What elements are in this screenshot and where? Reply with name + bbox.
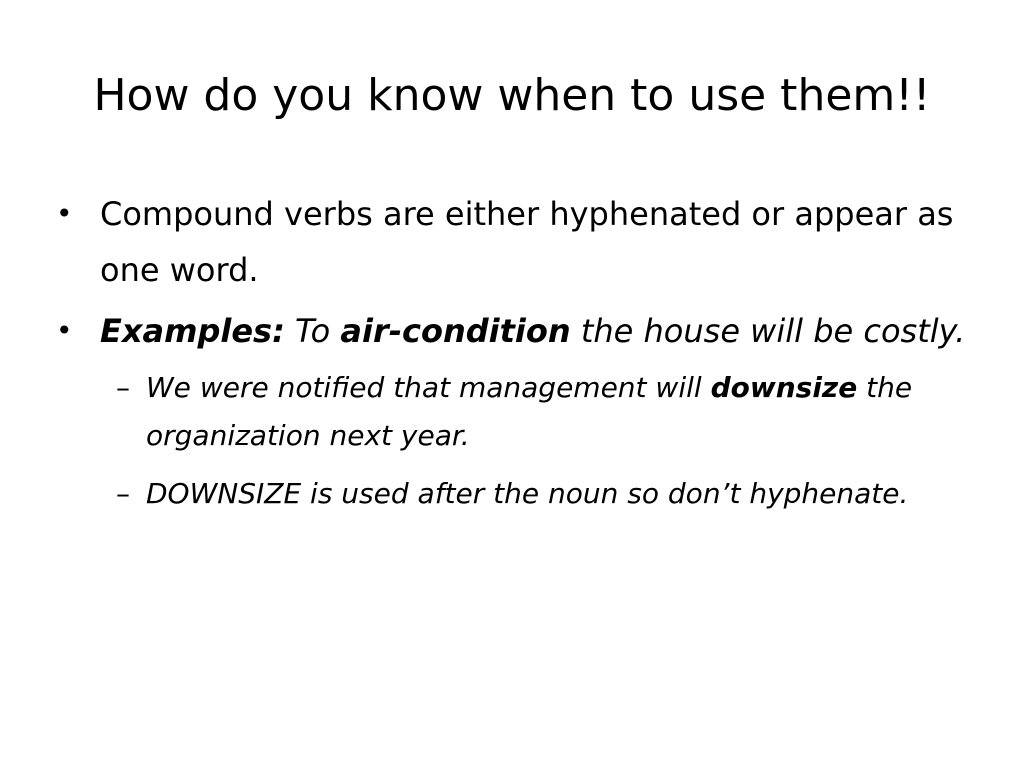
bullet-item <box>56 303 976 359</box>
sub-bullet-text: We were notified that management will <box>146 371 711 404</box>
bullet-marker: • <box>56 197 73 230</box>
emphasized-term: air-condition <box>340 312 571 350</box>
bullet-marker: • <box>56 314 73 347</box>
sub-bullet-marker: – <box>116 477 130 510</box>
bullet-text: the house will be costly. <box>570 312 966 350</box>
bullet-item <box>56 186 976 298</box>
bullet-text: Compound verbs are either hyphenated or appear as one word. <box>100 195 954 289</box>
sub-bullet-marker: – <box>116 371 130 404</box>
slide-body <box>56 186 976 528</box>
emphasized-term: downsize <box>710 371 858 404</box>
sub-bullet-item <box>116 364 976 460</box>
slide-title: How do you know when to use them!! <box>93 70 931 121</box>
examples-label: Examples: <box>100 312 285 350</box>
sub-bullet-text: the organization next year. <box>146 371 913 452</box>
sub-bullet-item <box>116 470 976 518</box>
bullet-text: To <box>284 312 341 350</box>
sub-bullet-text: DOWNSIZE is used after the noun so don’t hyphenate. <box>146 477 909 510</box>
